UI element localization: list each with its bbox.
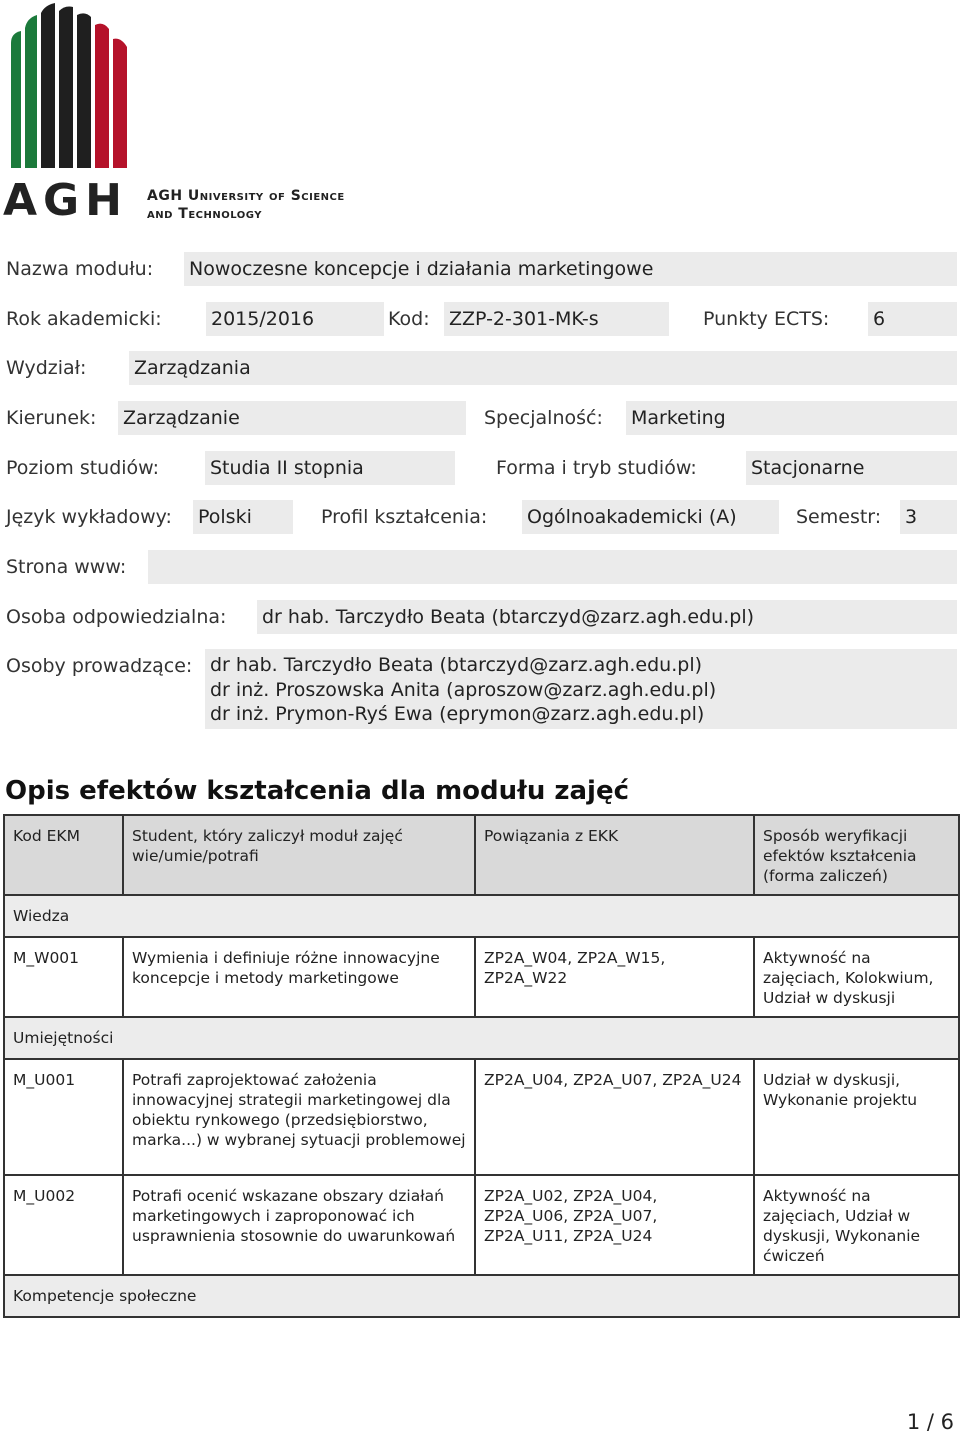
kod-label: Kod: bbox=[388, 308, 430, 330]
www-label: Strona www: bbox=[6, 556, 127, 578]
wydzial-label: Wydział: bbox=[6, 357, 87, 379]
rok-value: 2015/2016 bbox=[206, 302, 384, 336]
kierunek-label: Kierunek: bbox=[6, 407, 97, 429]
semestr-label: Semestr: bbox=[796, 506, 882, 528]
table-group-row bbox=[4, 895, 959, 937]
page-number: 1 / 6 bbox=[906, 1410, 954, 1434]
cell-kod: M_U001 bbox=[4, 1059, 123, 1175]
osoba-value: dr hab. Tarczydło Beata (btarczyd@zarz.agh.edu.pl) bbox=[257, 600, 957, 634]
agh-name-line2: and Technology bbox=[147, 206, 262, 222]
table-group-row bbox=[4, 1275, 959, 1317]
prowadzacy-item: dr inż. Proszowska Anita (aproszow@zarz.agh.edu.pl) bbox=[210, 678, 717, 701]
forma-label: Forma i tryb studiów: bbox=[496, 457, 697, 479]
group-umiejetnosci: Umiejętności bbox=[4, 1017, 959, 1059]
cell-ekk: ZP2A_U04, ZP2A_U07, ZP2A_U24 bbox=[475, 1059, 754, 1175]
specjalnosc-value: Marketing bbox=[626, 401, 957, 435]
kod-value: ZZP-2-301-MK-s bbox=[444, 302, 669, 336]
kierunek-value: Zarządzanie bbox=[118, 401, 466, 435]
cell-weryfikacja: Aktywność na zajęciach, Udział w dyskusji, Wykonanie ćwiczeń bbox=[754, 1175, 959, 1275]
prowadzacy-label: Osoby prowadzące: bbox=[6, 655, 193, 677]
agh-logo bbox=[3, 3, 348, 226]
agh-letters: AGH bbox=[3, 175, 128, 226]
cell-weryfikacja: Aktywność na zajęciach, Kolokwium, Udział w dyskusji bbox=[754, 937, 959, 1017]
cell-kod: M_U002 bbox=[4, 1175, 123, 1275]
wydzial-value: Zarządzania bbox=[129, 351, 957, 385]
cell-ekk: ZP2A_U02, ZP2A_U04, ZP2A_U06, ZP2A_U07, ZP2A_U11, ZP2A_U24 bbox=[475, 1175, 754, 1275]
table-header-row bbox=[4, 815, 959, 895]
cell-opis: Potrafi zaprojektować założenia innowacyjnej strategii marketingowej dla obiektu rynkowego (przedsiębiorstwo, marka...) w wybranej sytuacji problemowej bbox=[123, 1059, 475, 1175]
table-row bbox=[4, 937, 959, 1017]
table-row bbox=[4, 1175, 959, 1275]
forma-value: Stacjonarne bbox=[746, 451, 957, 485]
nazwa-label: Nazwa modułu: bbox=[6, 258, 154, 280]
cell-kod: M_W001 bbox=[4, 937, 123, 1017]
rok-label: Rok akademicki: bbox=[6, 308, 162, 330]
header-sposob: Sposób weryfikacji efektów kształcenia (forma zaliczeń) bbox=[754, 815, 959, 895]
jezyk-label: Język wykładowy: bbox=[6, 506, 172, 528]
prowadzacy-list bbox=[205, 649, 957, 729]
header-powiazania: Powiązania z EKK bbox=[475, 815, 754, 895]
jezyk-value: Polski bbox=[193, 500, 293, 534]
profil-value: Ogólnoakademicki (A) bbox=[522, 500, 779, 534]
www-value bbox=[148, 550, 957, 584]
table-group-row bbox=[4, 1017, 959, 1059]
osoba-label: Osoba odpowiedzialna: bbox=[6, 606, 227, 628]
agh-logo-emblem-icon bbox=[3, 3, 143, 168]
header-student: Student, który zaliczył moduł zajęć wie/umie/potrafi bbox=[123, 815, 475, 895]
table-row bbox=[4, 1059, 959, 1175]
poziom-value: Studia II stopnia bbox=[205, 451, 455, 485]
ects-label: Punkty ECTS: bbox=[703, 308, 830, 330]
ects-value: 6 bbox=[868, 302, 957, 336]
cell-ekk: ZP2A_W04, ZP2A_W15, ZP2A_W22 bbox=[475, 937, 754, 1017]
header-kod: Kod EKM bbox=[4, 815, 123, 895]
nazwa-value: Nowoczesne koncepcje i działania marketingowe bbox=[184, 252, 957, 286]
group-wiedza: Wiedza bbox=[4, 895, 959, 937]
section-title: Opis efektów kształcenia dla modułu zajęć bbox=[5, 776, 630, 806]
cell-weryfikacja: Udział w dyskusji, Wykonanie projektu bbox=[754, 1059, 959, 1175]
semestr-value: 3 bbox=[900, 500, 957, 534]
agh-name-line1: AGH University of Science bbox=[147, 188, 345, 204]
group-kompetencje: Kompetencje społeczne bbox=[4, 1275, 959, 1317]
prowadzacy-item: dr hab. Tarczydło Beata (btarczyd@zarz.agh.edu.pl) bbox=[210, 654, 703, 676]
cell-opis: Potrafi ocenić wskazane obszary działań marketingowych i zaproponować ich usprawnienia stosownie do uwarunkowań bbox=[123, 1175, 475, 1275]
prowadzacy-item: dr inż. Prymon-Ryś Ewa (eprymon@zarz.agh.edu.pl) bbox=[210, 703, 705, 725]
poziom-label: Poziom studiów: bbox=[6, 457, 160, 479]
cell-opis: Wymienia i definiuje różne innowacyjne koncepcje i metody marketingowe bbox=[123, 937, 475, 1017]
ekm-table bbox=[3, 814, 960, 1318]
specjalnosc-label: Specjalność: bbox=[484, 407, 603, 429]
profil-label: Profil kształcenia: bbox=[321, 506, 488, 528]
